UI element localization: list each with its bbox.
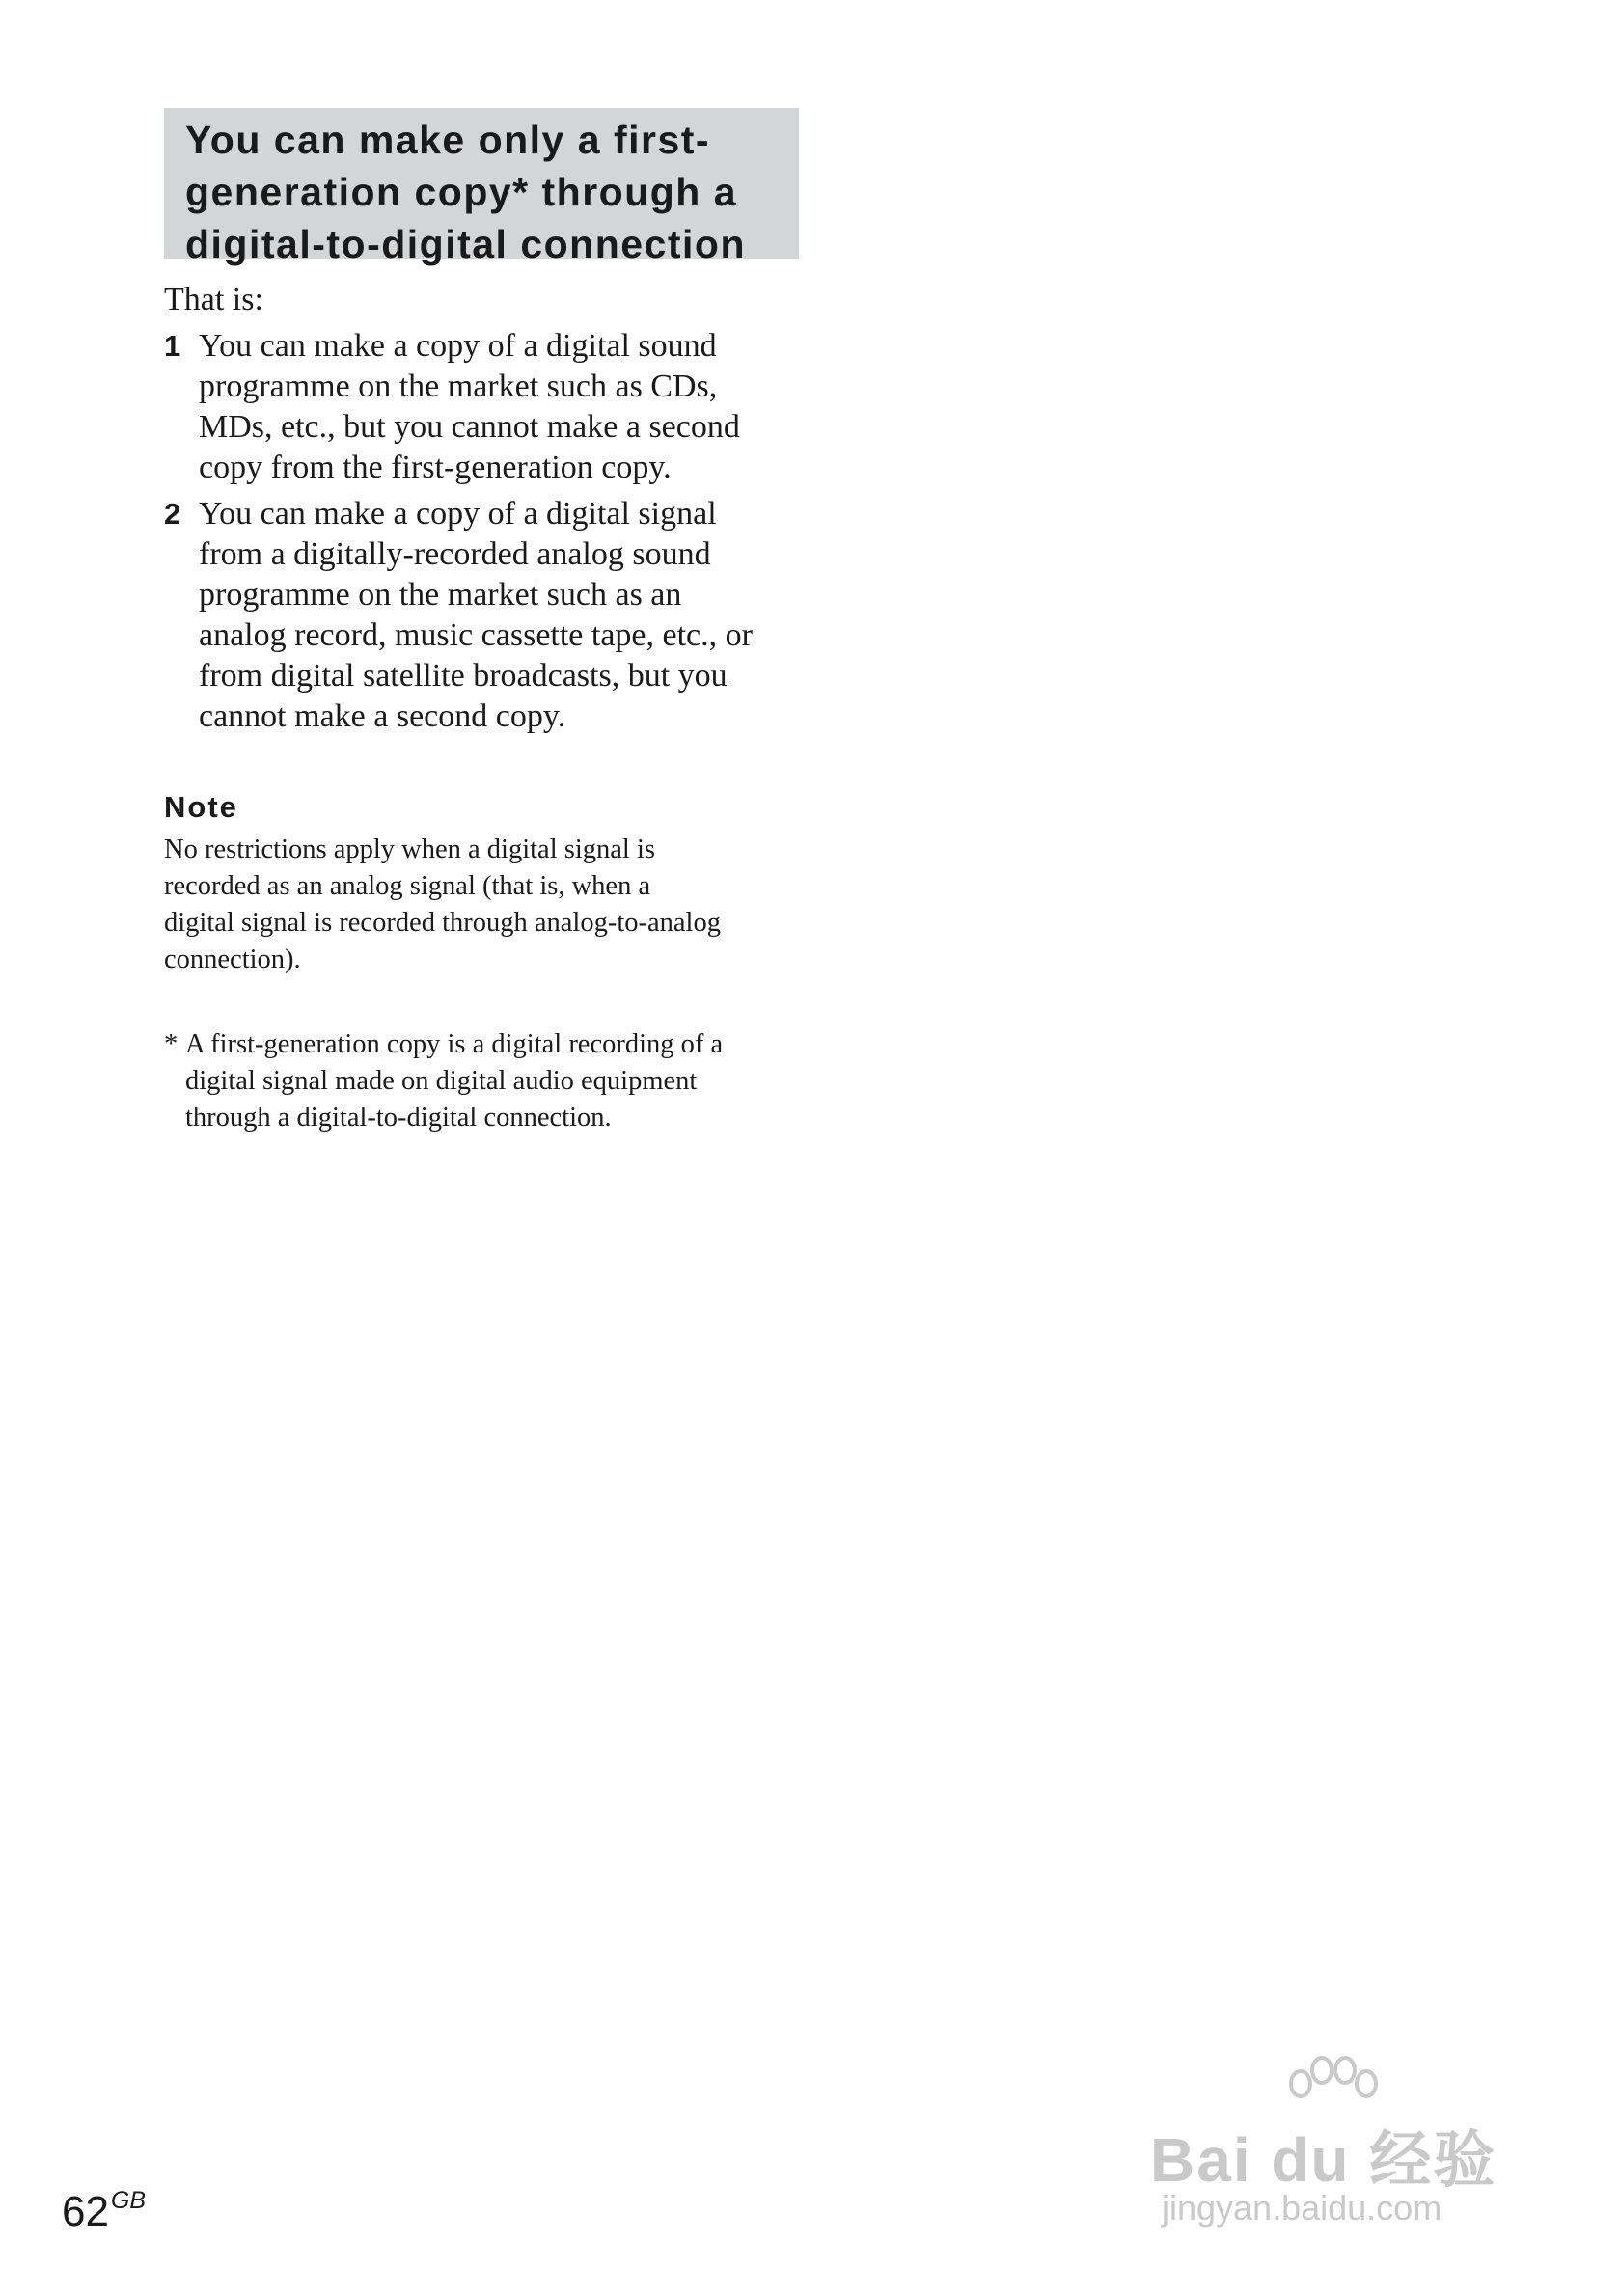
note-text-line: No restrictions apply when a digital signal is	[164, 834, 655, 864]
item-text-line: from digital satellite broadcasts, but you	[199, 658, 728, 694]
note-text-line: digital signal is recorded through analog-to-analog	[164, 908, 721, 938]
footnote-text-line: digital signal made on digital audio equipment	[185, 1066, 698, 1096]
page-number-value: 62	[62, 2188, 109, 2235]
watermark-url: jingyan.baidu.com	[1162, 2188, 1442, 2228]
note-text-line: recorded as an analog signal (that is, when a	[164, 871, 651, 901]
note-title: Note	[164, 790, 238, 824]
section-heading-line: generation copy* through a	[185, 170, 738, 214]
item-text-line: MDs, etc., but you cannot make a second	[199, 409, 740, 445]
item-text-line: copy from the first-generation copy.	[199, 450, 672, 485]
footnote-text-line: A first-generation copy is a digital recording of a	[185, 1029, 724, 1059]
item-text-line: analog record, music cassette tape, etc., or	[199, 617, 753, 653]
section-heading-line: You can make only a first-	[185, 118, 711, 162]
item-text-line: programme on the market such as an	[199, 577, 682, 613]
section-heading-line: digital-to-digital connection	[185, 222, 747, 266]
item-number: 1	[164, 329, 181, 363]
item-text-line: programme on the market such as CDs,	[199, 369, 718, 404]
intro-text: That is:	[164, 282, 263, 317]
page-number-suffix: GB	[110, 2187, 147, 2214]
numbered-item-2	[164, 494, 799, 737]
item-number: 2	[164, 497, 181, 531]
watermark-brand: Bai du 经验	[1150, 2125, 1497, 2195]
baidu-watermark	[1150, 2055, 1536, 2228]
note-text-line: connection).	[164, 944, 301, 974]
footnote	[164, 1026, 799, 1136]
section-heading-box	[164, 108, 799, 266]
item-text-line: You can make a copy of a digital sound	[199, 328, 717, 364]
item-text-line: You can make a copy of a digital signal	[199, 496, 717, 532]
paw-icon	[1276, 2055, 1382, 2113]
manual-content	[164, 108, 799, 1136]
numbered-item-1	[164, 326, 799, 488]
page-number	[62, 2176, 146, 2236]
footnote-asterisk: *	[164, 1029, 179, 1059]
item-text-line: cannot make a second copy.	[199, 698, 566, 734]
note-body	[164, 832, 799, 978]
footnote-text-line: through a digital-to-digital connection.	[185, 1103, 612, 1133]
item-text-line: from a digitally-recorded analog sound	[199, 536, 711, 572]
